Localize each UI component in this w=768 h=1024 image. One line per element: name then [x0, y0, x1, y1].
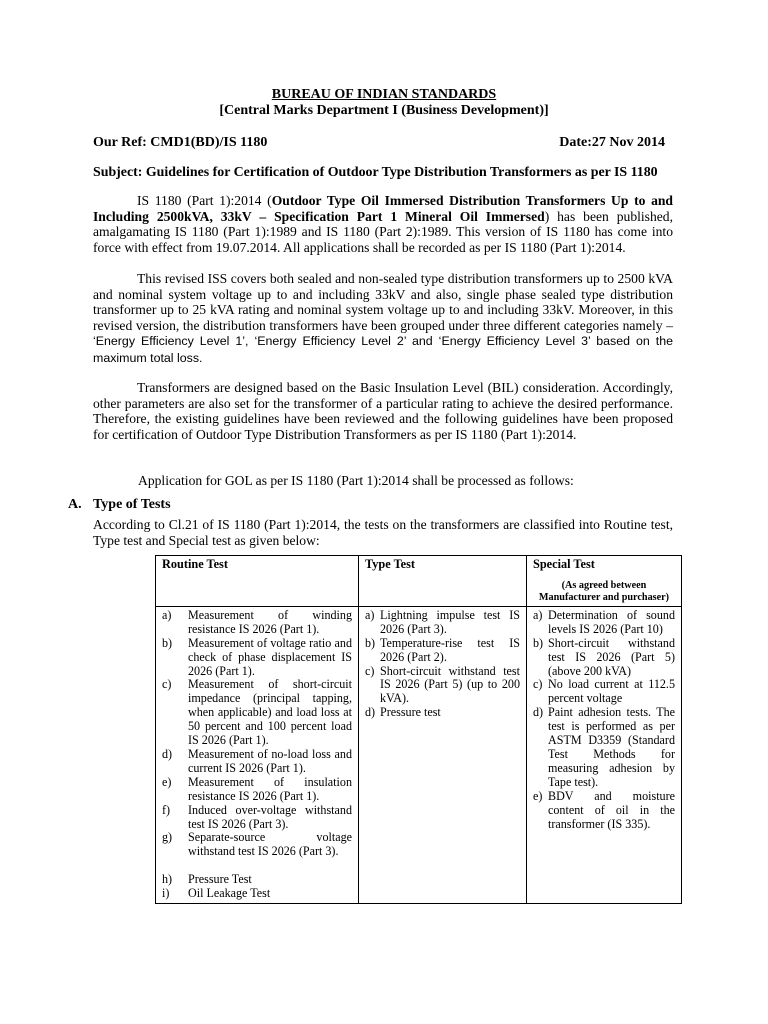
item-text: Determination of sound levels IS 2026 (Part 10)	[548, 607, 675, 636]
item-label: c)	[365, 663, 375, 678]
type-test-cell	[359, 606, 527, 903]
item-text: Oil Leakage Test	[188, 886, 271, 901]
document-date: Date:27 Nov 2014	[559, 135, 665, 150]
type-test-item	[365, 637, 520, 665]
routine-test-item	[162, 776, 352, 804]
item-label: c)	[162, 677, 172, 692]
item-label: i)	[162, 886, 170, 901]
header-type-test: Type Test	[359, 556, 527, 607]
paragraph-classification: According to Cl.21 of IS 1180 (Part 1):2014, the tests on the transformers are classified into Routine test, Type test and Special test as given below:	[93, 517, 673, 548]
section-a-heading	[68, 496, 171, 513]
item-label: a)	[162, 607, 172, 622]
item-label: e)	[533, 788, 543, 803]
para2-text: This revised ISS covers both sealed and non-sealed type distribution transformers up to 2500 kVA and nominal system voltage up to and including 33kV and also, single phase sealed type distribution transformer up to 25 kVA rating and nominal system voltage up to and including 33kV. Moreover, in this revised version, the distribution transformers have been grouped under three different categories namely –	[93, 271, 673, 333]
type-test-list	[365, 609, 520, 720]
routine-test-item	[162, 804, 352, 832]
para3-text: Transformers are designed based on the Basic Insulation Level (BIL) consideration. Accordingly, other parameters are also set for the transformer of a particular rating to achieve the desired performance. Therefore, the existing guidelines have been reviewed and the following guidelines have been proposed for certification of Outdoor Type Distribution Transformers as per IS 1180 (Part 1):2014.	[93, 380, 673, 442]
special-test-item	[533, 790, 675, 832]
item-text: Measurement of short-circuit impedance (principal tapping, when applicable) and load loss at 50 percent and 100 percent load IS 2026 (Part 1).	[188, 677, 352, 748]
paragraph-scope	[93, 271, 673, 367]
item-text: Pressure test	[380, 705, 441, 720]
item-label: b)	[533, 635, 544, 650]
item-text: Separate-source voltage withstand test IS 2026 (Part 3).	[188, 830, 352, 859]
special-test-item	[533, 637, 675, 679]
item-label: d)	[533, 705, 544, 720]
item-label: a)	[533, 607, 543, 622]
routine-test-item	[162, 609, 352, 637]
para1-lead: IS 1180 (Part 1):2014 (	[137, 193, 272, 208]
item-label: d)	[162, 746, 173, 761]
item-text: Lightning impulse test IS 2026 (Part 3).	[380, 607, 520, 636]
item-label: b)	[365, 635, 376, 650]
routine-test-list	[162, 609, 352, 901]
item-text: Short-circuit withstand test IS 2026 (Part 5) (above 200 kVA)	[548, 635, 675, 678]
item-label: h)	[162, 872, 173, 887]
special-test-list	[533, 609, 675, 832]
org-heading: BUREAU OF INDIAN STANDARDS	[271, 87, 497, 102]
paragraph-intro	[93, 193, 673, 255]
department-heading: [Central Marks Department I (Business Development)]	[219, 103, 549, 118]
routine-test-item	[162, 637, 352, 679]
section-a-title: Type of Tests	[93, 497, 171, 512]
routine-test-item	[162, 873, 352, 887]
header-routine-test: Routine Test	[156, 556, 359, 607]
item-label: f)	[162, 802, 171, 817]
tests-table	[155, 555, 682, 904]
para2-efficiency-levels: ‘Energy Efficiency Level 1’, ‘Energy Efficiency Level 2’ and ‘Energy Efficiency Level 3’ based on the maximum total loss.	[93, 334, 673, 365]
tests-table-header-row	[156, 556, 682, 607]
special-test-item	[533, 609, 675, 637]
special-test-cell	[527, 606, 682, 903]
routine-test-item	[162, 678, 352, 748]
item-text: Measurement of voltage ratio and check of phase displacement IS 2026 (Part 1).	[188, 635, 352, 678]
header-special-test: Special Test (As agreed between Manufacturer and purchaser)	[527, 556, 682, 607]
item-label: e)	[162, 774, 172, 789]
para1-standard-title: Outdoor Type Oil Immersed Distribution Transformers Up to and Including 2500kVA, 33kV – Specification Part 1 Mineral Oil Immersed	[93, 193, 673, 224]
routine-test-item	[162, 831, 352, 859]
special-test-item	[533, 678, 675, 706]
routine-test-item	[162, 748, 352, 776]
item-text: BDV and moisture content of oil in the transformer (IS 335).	[548, 788, 675, 831]
item-text: Paint adhesion tests. The test is performed as per ASTM D3359 (Standard Test Methods for measuring adhesion by Tape test).	[548, 705, 675, 789]
item-label: a)	[365, 607, 375, 622]
item-text: Short-circuit withstand test IS 2026 (Part 5) (up to 200 kVA).	[380, 663, 520, 706]
item-label: c)	[533, 677, 543, 692]
item-label: g)	[162, 830, 173, 845]
paragraph-application: Application for GOL as per IS 1180 (Part 1):2014 shall be processed as follows:	[138, 473, 574, 488]
item-text: Measurement of winding resistance IS 2026 (Part 1).	[188, 607, 352, 636]
routine-test-cell	[156, 606, 359, 903]
subject-line: Subject: Guidelines for Certification of Outdoor Type Distribution Transformers as per IS 1180	[93, 165, 658, 180]
item-text: No load current at 112.5 percent voltage	[548, 677, 675, 706]
routine-test-item	[162, 887, 352, 901]
type-test-item	[365, 609, 520, 637]
our-reference: Our Ref: CMD1(BD)/IS 1180	[93, 135, 268, 150]
item-text: Measurement of insulation resistance IS 2026 (Part 1).	[188, 774, 352, 803]
tests-table-body-row	[156, 606, 682, 903]
reference-row	[93, 134, 665, 151]
item-label: b)	[162, 635, 173, 650]
item-text: Temperature-rise test IS 2026 (Part 2).	[380, 635, 520, 664]
special-test-item	[533, 706, 675, 789]
item-label: d)	[365, 705, 376, 720]
item-text: Measurement of no-load loss and current IS 2026 (Part 1).	[188, 746, 352, 775]
type-test-item	[365, 665, 520, 707]
item-text: Pressure Test	[188, 872, 252, 887]
type-test-item	[365, 706, 520, 720]
item-text: Induced over-voltage withstand test IS 2026 (Part 3).	[188, 802, 352, 831]
section-a-letter: A.	[68, 497, 82, 512]
para1-rest: ) has been published, amalgamating IS 1180 (Part 1):1989 and IS 1180 (Part 2):1989. This version of IS 1180 has come into force with effect from 19.07.2014. All applications shall be recorded as per IS 1180 (Part 1):2014.	[93, 208, 674, 255]
paragraph-bil	[93, 380, 673, 442]
special-test-note: (As agreed between Manufacturer and purchaser)	[538, 579, 670, 603]
